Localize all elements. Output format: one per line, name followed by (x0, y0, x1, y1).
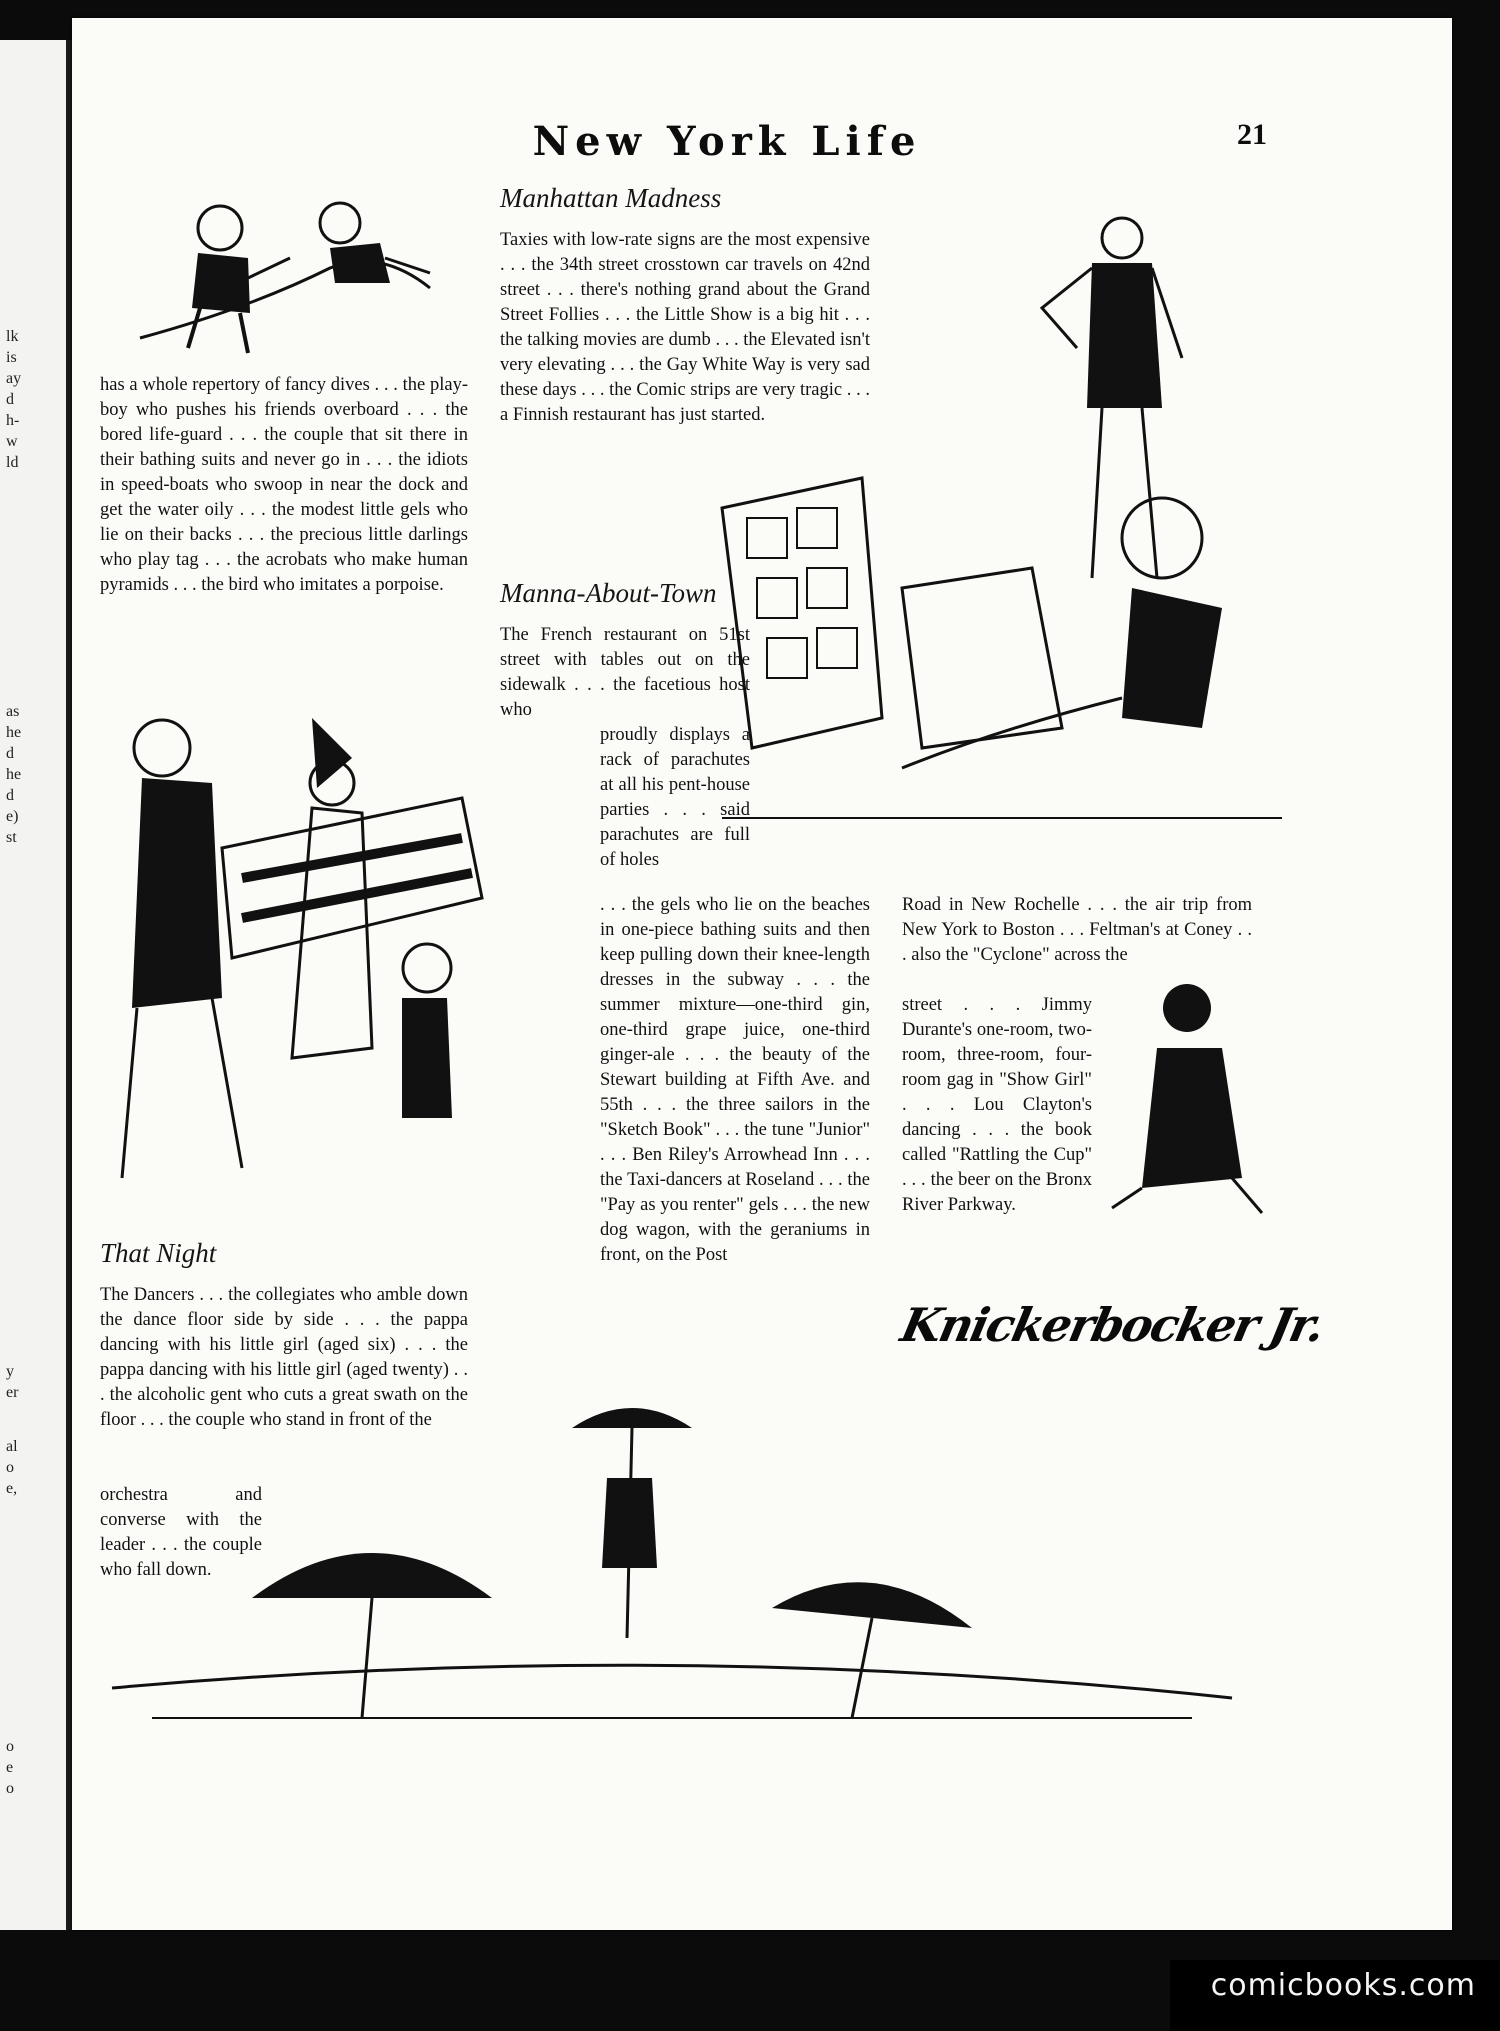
page-title: New York Life (532, 118, 922, 165)
spine-fragment: he (6, 766, 22, 783)
spine-fragment: lk (6, 328, 19, 345)
night-paragraph-1: The Dancers . . . the collegiates who amble down the dance floor side by side . . . the pappa dancing with his little girl (aged six) . . . the pappa dancing with his little girl (aged twenty) . . . the alcoholic gent who cuts a great swath on the floor . . . the couple who stand in front of the (100, 1285, 468, 1430)
beach-crowd-illustration (92, 1388, 1252, 1778)
spine-fragment: o (6, 1780, 14, 1797)
intro-paragraph: has a whole repertory of fancy dives . . . the play-boy who pushes his friends overboard . . . the bored life-guard . . . the couple that sit there in their bathing suits and never go in . . . the idiots in speed-boats who swoop in near the dock and get the water oily . . . the modest little gels who lie on their backs . . . the precious little darlings who play tag . . . the acrobats who make human pyramids . . . the bird who imitates a porpoise. (100, 375, 468, 595)
manhattan-paragraph: Taxies with low-rate signs are the most expensive . . . the 34th street crosstown car travels on 42nd street . . . there's nothing grand about the Grand Street Follies . . . the Little Show is a big hit . . . the talking movies are dumb . . . the Elevated isn't very elevating . . . the Gay White Way is very sad these days . . . the Comic strips are very tragic . . . a Finnish restaurant has just started. (500, 230, 870, 425)
spine-fragment: d (6, 745, 14, 762)
spine-fragment: he (6, 724, 22, 741)
watermark-text: comicbooks.com (1210, 1968, 1476, 2003)
spine-fragment: ay (6, 370, 22, 387)
spine-fragment: y (6, 1363, 14, 1380)
page-number: 21 (1237, 118, 1267, 151)
woman-reading-comics-illustration (702, 468, 1302, 848)
manna-paragraph-4: Road in New Rochelle . . . the air trip from New York to Boston . . . Feltman's at Coney . . . also the "Cyclone" across the (902, 895, 1252, 965)
spine-fragment: ld (6, 454, 19, 471)
watermark-banner (1170, 1960, 1500, 2031)
manna-paragraph-5: street . . . Jimmy Durante's one-room, two-room, three-room, four-room gag in "Show Girl" . . . Lou Clayton's dancing . . . the book called "Rattling the Cup" . . . the beer on the Bronx River Parkway. (902, 995, 1092, 1215)
spine-fragment: st (6, 829, 17, 846)
spine-fragment: is (6, 349, 17, 366)
spine-fragment: as (6, 703, 20, 720)
family-beach-illustration (102, 698, 542, 1218)
spine-fragment: e (6, 1759, 14, 1776)
spine-fragment: o (6, 1738, 14, 1755)
spine-fragment: o (6, 1459, 14, 1476)
author-signature: Knickerbocker Jr. (896, 1298, 1329, 1352)
spine-fragment: d (6, 391, 14, 408)
manna-paragraph-2: proudly displays a rack of parachutes at all his pent-house parties . . . said parachutes are full of holes (600, 725, 750, 870)
spine-fragment: e, (6, 1480, 18, 1497)
spine-fragment: e) (6, 808, 19, 825)
spine-fragment: w (6, 433, 18, 450)
spine-fragment: d (6, 787, 14, 804)
section-title-manna: Manna-About-Town (500, 578, 717, 608)
section-title-manhattan: Manhattan Madness (500, 183, 722, 213)
facing-page-spine (0, 40, 72, 1930)
spine-fragment: er (6, 1384, 19, 1401)
crouching-woman-illustration (1102, 978, 1282, 1228)
manna-paragraph-1: The French restaurant on 51st street with tables out on the sidewalk . . . the facetious host who (500, 625, 750, 720)
night-paragraph-2: orchestra and converse with the leader . . . the couple who fall down. (100, 1485, 262, 1580)
section-title-night: That Night (100, 1238, 217, 1268)
children-sand-illustration (130, 188, 490, 378)
spine-fragment: al (6, 1438, 18, 1455)
manna-paragraph-3: . . . the gels who lie on the beaches in one-piece bathing suits and then keep pulling down their knee-length dresses in the subway . . . the summer mixture—one-third gin, one-third grape juice, one-third ginger-ale . . . the beauty of the Stewart building at Fifth Ave. and 55th . . . the three sailors in the "Sketch Book" . . . the tune "Junior" . . . Ben Riley's Arrowhead Inn . . . the Taxi-dancers at Roseland . . . the "Pay as you renter" gels . . . the new dog wagon, with the geraniums in front, on the Post (600, 895, 870, 1265)
magazine-page (72, 18, 1452, 1930)
spine-fragment: h- (6, 412, 20, 429)
